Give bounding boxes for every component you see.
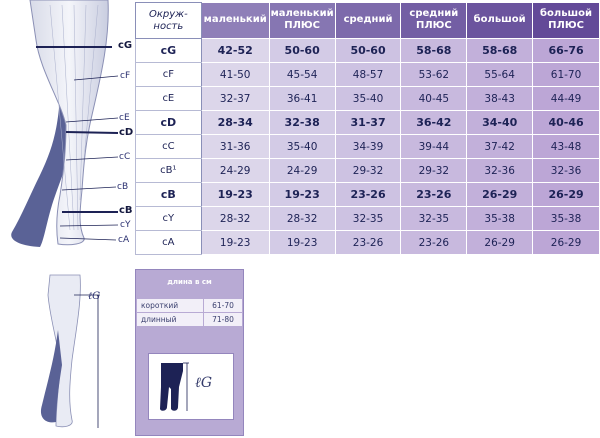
size-header-large: большой bbox=[467, 3, 533, 39]
size-cell: 29-32 bbox=[401, 159, 467, 183]
size-cell: 28-32 bbox=[269, 207, 335, 231]
size-cell: 40-45 bbox=[401, 87, 467, 111]
row-label: cB¹ bbox=[136, 159, 202, 183]
size-row bbox=[136, 39, 600, 63]
length-value-long: 71-80 bbox=[204, 313, 243, 327]
row-label: cC bbox=[136, 135, 202, 159]
size-cell: 32-38 bbox=[269, 111, 335, 135]
size-cell: 61-70 bbox=[533, 63, 600, 87]
measure-label-cC: cC bbox=[119, 152, 131, 162]
size-table bbox=[135, 2, 600, 255]
size-cell: 36-42 bbox=[401, 111, 467, 135]
size-cell: 34-40 bbox=[467, 111, 533, 135]
measure-label-cE: cE bbox=[119, 113, 130, 123]
size-cell: 32-37 bbox=[201, 87, 269, 111]
size-cell: 23-26 bbox=[335, 231, 401, 255]
size-cell: 26-29 bbox=[533, 183, 600, 207]
size-cell: 26-29 bbox=[533, 231, 600, 255]
size-row bbox=[136, 159, 600, 183]
size-cell: 42-52 bbox=[201, 39, 269, 63]
measure-label-cG: cG bbox=[118, 40, 133, 51]
size-cell: 55-64 bbox=[467, 63, 533, 87]
size-cell: 23-26 bbox=[335, 183, 401, 207]
size-cell: 35-38 bbox=[467, 207, 533, 231]
size-cell: 50-60 bbox=[269, 39, 335, 63]
size-row bbox=[136, 231, 600, 255]
size-row bbox=[136, 135, 600, 159]
size-cell: 36-41 bbox=[269, 87, 335, 111]
size-cell: 39-44 bbox=[401, 135, 467, 159]
size-cell: 45-54 bbox=[269, 63, 335, 87]
stocking-icon-box bbox=[148, 353, 234, 420]
size-cell: 19-23 bbox=[269, 183, 335, 207]
size-row bbox=[136, 87, 600, 111]
size-cell: 37-42 bbox=[467, 135, 533, 159]
length-table bbox=[136, 298, 243, 327]
size-cell: 38-43 bbox=[467, 87, 533, 111]
size-cell: 19-23 bbox=[201, 231, 269, 255]
row-label: cF bbox=[136, 63, 202, 87]
size-row bbox=[136, 111, 600, 135]
measure-label-cB1: cB bbox=[117, 182, 129, 192]
size-cell: 31-37 bbox=[335, 111, 401, 135]
size-cell: 29-32 bbox=[335, 159, 401, 183]
stocking-length-label: ℓG bbox=[195, 375, 213, 391]
size-cell: 58-68 bbox=[467, 39, 533, 63]
measure-label-cF: cF bbox=[120, 71, 131, 81]
size-cell: 31-36 bbox=[201, 135, 269, 159]
size-row bbox=[136, 207, 600, 231]
size-cell: 26-29 bbox=[467, 231, 533, 255]
size-row bbox=[136, 63, 600, 87]
size-cell: 23-26 bbox=[401, 231, 467, 255]
size-row bbox=[136, 183, 600, 207]
size-cell: 23-26 bbox=[401, 183, 467, 207]
row-label: cE bbox=[136, 87, 202, 111]
length-label-long: длинный bbox=[137, 313, 204, 327]
length-row-short bbox=[137, 299, 243, 313]
measure-label-cD: cD bbox=[119, 127, 134, 138]
size-cell: 50-60 bbox=[335, 39, 401, 63]
row-label: cB bbox=[136, 183, 202, 207]
size-cell: 28-32 bbox=[201, 207, 269, 231]
size-cell: 53-62 bbox=[401, 63, 467, 87]
size-cell: 44-49 bbox=[533, 87, 600, 111]
size-header-small-plus: маленький ПЛЮС bbox=[269, 3, 335, 39]
size-cell: 48-57 bbox=[335, 63, 401, 87]
length-row-long bbox=[137, 313, 243, 327]
size-cell: 35-38 bbox=[533, 207, 600, 231]
size-cell: 26-29 bbox=[467, 183, 533, 207]
circumference-header: Окруж- ность bbox=[136, 3, 202, 39]
size-cell: 41-50 bbox=[201, 63, 269, 87]
size-cell: 34-39 bbox=[335, 135, 401, 159]
size-header-small: маленький bbox=[201, 3, 269, 39]
row-label: cD bbox=[136, 111, 202, 135]
row-label: cA bbox=[136, 231, 202, 255]
leg-measurement-diagram bbox=[0, 0, 135, 260]
size-cell: 58-68 bbox=[401, 39, 467, 63]
size-cell: 40-46 bbox=[533, 111, 600, 135]
size-cell: 32-35 bbox=[335, 207, 401, 231]
length-title: длина в см bbox=[167, 278, 212, 286]
size-cell: 35-40 bbox=[269, 135, 335, 159]
size-cell: 28-34 bbox=[201, 111, 269, 135]
length-label-short: короткий bbox=[137, 299, 204, 313]
measure-label-cA: cA bbox=[118, 235, 130, 245]
length-value-short: 61-70 bbox=[204, 299, 243, 313]
size-header-medium: средний bbox=[335, 3, 401, 39]
size-cell: 19-23 bbox=[269, 231, 335, 255]
row-label: cY bbox=[136, 207, 202, 231]
size-cell: 43-48 bbox=[533, 135, 600, 159]
size-cell: 24-29 bbox=[269, 159, 335, 183]
length-panel bbox=[135, 269, 244, 436]
size-cell: 66-76 bbox=[533, 39, 600, 63]
stocking-icon bbox=[153, 357, 193, 417]
length-label-lG: ℓG bbox=[88, 291, 101, 302]
size-table-header bbox=[136, 3, 600, 39]
size-header-medium-plus: средний ПЛЮС bbox=[401, 3, 467, 39]
measure-label-cB: cB bbox=[119, 205, 133, 216]
size-cell: 32-36 bbox=[467, 159, 533, 183]
size-cell: 19-23 bbox=[201, 183, 269, 207]
size-cell: 32-36 bbox=[533, 159, 600, 183]
row-label: cG bbox=[136, 39, 202, 63]
size-cell: 24-29 bbox=[201, 159, 269, 183]
size-cell: 32-35 bbox=[401, 207, 467, 231]
measure-label-cY: cY bbox=[120, 220, 131, 230]
size-header-large-plus: большой ПЛЮС bbox=[533, 3, 600, 39]
size-cell: 35-40 bbox=[335, 87, 401, 111]
